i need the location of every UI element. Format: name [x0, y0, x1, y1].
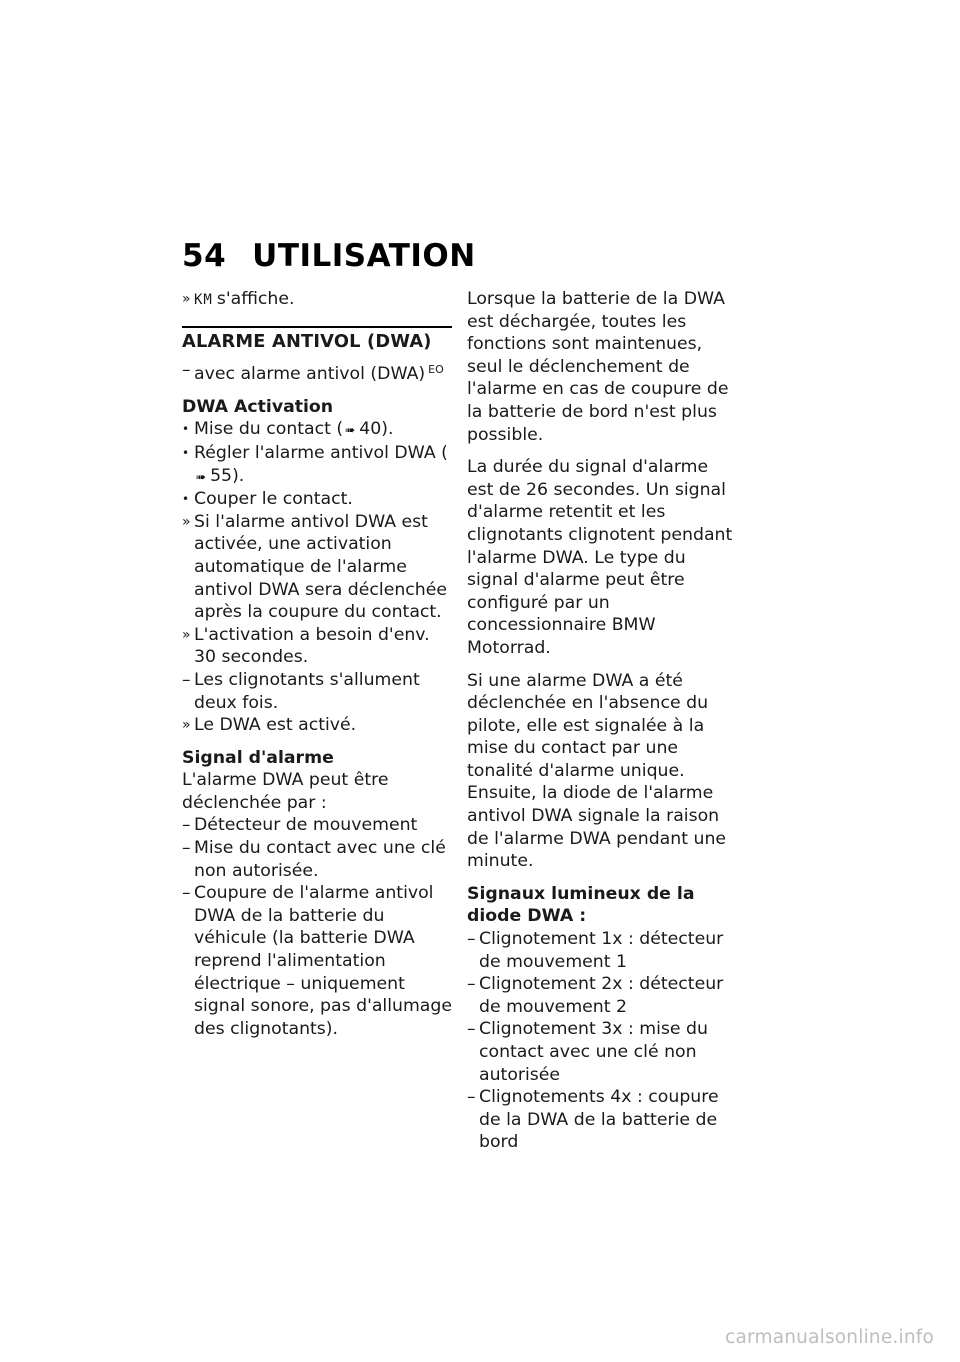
- list-item: [467, 1086, 733, 1154]
- dash-marker: –: [182, 815, 191, 836]
- km-line: [182, 288, 452, 312]
- step-text-end: ).: [381, 419, 394, 440]
- list-item: [182, 814, 452, 837]
- list-item: [182, 669, 452, 714]
- list-item: [467, 973, 733, 1018]
- diode-heading: Signaux lumineux de la diode DWA :: [467, 883, 695, 927]
- dash-marker: –: [182, 360, 191, 381]
- signal-heading: Signal d'alarme: [182, 747, 334, 768]
- left-column: [182, 288, 452, 1040]
- list-item: [182, 488, 452, 511]
- diode-list: [467, 928, 733, 1154]
- bullet-marker: •: [182, 445, 190, 460]
- diode-text: Clignotements 4x : coupure de la DWA de la batterie de bord: [479, 1087, 719, 1153]
- activation-heading: DWA Activation: [182, 396, 334, 417]
- list-item: [182, 714, 452, 737]
- list-item: [467, 1018, 733, 1086]
- result-marker: »: [182, 717, 191, 734]
- signal-intro: L'alarme DWA peut être déclenchée par :: [182, 770, 389, 813]
- dash-marker: –: [467, 1019, 476, 1040]
- option-text: avec alarme antivol (DWA): [194, 364, 426, 385]
- page-header: [182, 238, 476, 274]
- signal-causes: [182, 814, 452, 1040]
- battery-paragraph: Lorsque la batterie de la DWA est déchargée, toutes les fonctions sont maintenues, seul le déclenchement de l'alarme en cas de coupure de la batterie de bord n'est plus possible.: [467, 289, 729, 445]
- step-text-end: ).: [232, 465, 245, 486]
- list-item: [182, 511, 452, 624]
- signal-duration-paragraph: La durée du signal d'alarme est de 26 secondes. Un signal d'alarme retentit et les clignotants clignotent pendant l'alarme DWA. Le type du signal d'alarme peut être configuré par un concessionnaire BMW Motorrad.: [467, 457, 733, 658]
- page-ref-arrow-icon: ➠: [196, 469, 207, 484]
- step-text: Si l'alarme antivol DWA est activée, une activation automatique de l'alarme antivol DWA sera déclenchée après la coupure du contact.: [194, 511, 448, 623]
- step-text: L'activation a besoin d'env. 30 secondes.: [194, 624, 430, 668]
- page-title: UTILISATION: [252, 238, 476, 274]
- km-display-tag: KM: [194, 292, 213, 308]
- cause-text: Mise du contact avec une clé non autorisée.: [194, 838, 446, 881]
- right-column: [467, 288, 733, 1154]
- result-marker: »: [182, 626, 191, 643]
- cause-text: Détecteur de mouvement: [194, 815, 418, 836]
- watermark-text: carmanualsonline.info: [725, 1327, 934, 1348]
- step-text: Couper le contact.: [194, 489, 353, 510]
- absent-rider-paragraph: Si une alarme DWA a été déclenchée en l'absence du pilote, elle est signalée à la mise du contact par une tonalité d'alarme unique. Ensuite, la diode de l'alarme antivol DWA signale la raison de l'alarme DWA pendant une minute.: [467, 670, 727, 872]
- diode-text: Clignotement 1x : détecteur de mouvement 1: [479, 929, 724, 972]
- list-item: [467, 928, 733, 973]
- activation-steps: [182, 418, 452, 736]
- page-number: 54: [182, 238, 227, 274]
- step-text: Les clignotants s'allument deux fois.: [194, 669, 420, 713]
- page-ref[interactable]: 40: [359, 419, 382, 440]
- list-item: [182, 837, 452, 882]
- list-item: [182, 882, 452, 1040]
- step-text: Mise du contact (: [194, 419, 344, 440]
- page-ref-arrow-icon: ➠: [345, 423, 356, 438]
- step-text: Régler l'alarme antivol DWA (: [194, 442, 448, 463]
- dash-marker: –: [467, 929, 476, 950]
- dash-marker: –: [467, 1087, 476, 1108]
- list-item: [182, 418, 452, 442]
- diode-text: Clignotement 2x : détecteur de mouvement 2: [479, 974, 724, 1017]
- diode-text: Clignotement 3x : mise du contact avec une clé non autorisée: [479, 1019, 708, 1085]
- option-code: EO: [428, 363, 444, 377]
- dash-marker: –: [467, 974, 476, 995]
- dash-marker: –: [182, 883, 191, 904]
- option-line: [182, 359, 452, 386]
- bullet-marker: •: [182, 422, 190, 437]
- dash-marker: –: [182, 838, 191, 859]
- bullet-marker: •: [182, 492, 190, 507]
- list-item: [182, 624, 452, 669]
- km-line-text: s'affiche.: [216, 289, 295, 309]
- step-text: Le DWA est activé.: [194, 715, 357, 736]
- page-ref[interactable]: 55: [210, 465, 233, 486]
- result-marker: »: [182, 513, 191, 530]
- cause-text: Coupure de l'alarme antivol DWA de la batterie du véhicule (la batterie DWA reprend l'alimentation électrique – uniquement signal sonore, pas d'allumage des clignotants).: [194, 883, 453, 1039]
- section-title: ALARME ANTIVOL (DWA): [182, 326, 452, 354]
- result-marker: »: [182, 291, 191, 307]
- dash-marker: –: [182, 669, 191, 690]
- list-item: [182, 442, 452, 488]
